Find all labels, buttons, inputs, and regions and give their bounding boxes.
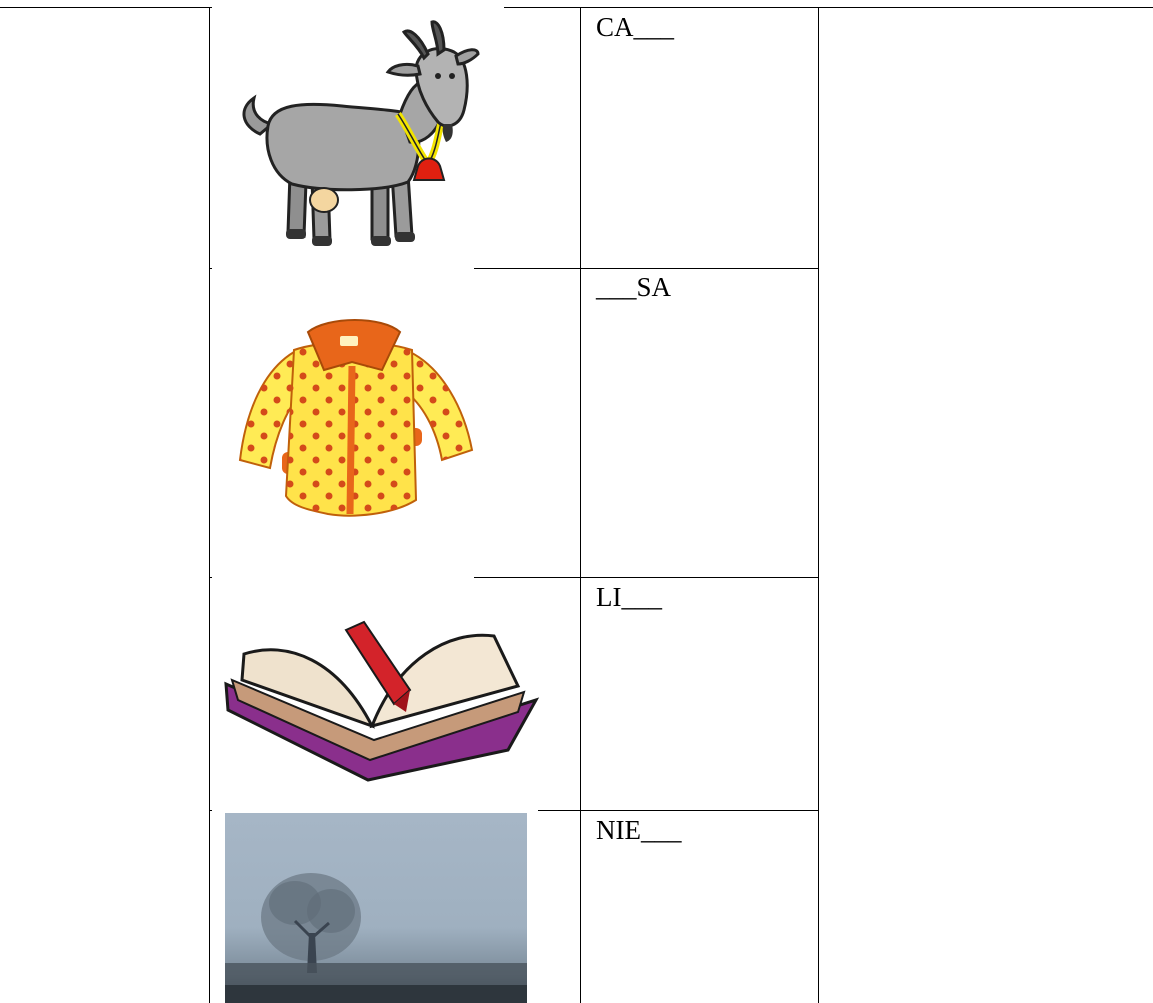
fog-picture	[225, 813, 527, 1003]
column-divider	[580, 7, 581, 1003]
word-prompt: LI___	[596, 582, 662, 612]
word-prompt: CA___	[596, 12, 675, 42]
jacket-picture	[232, 310, 482, 530]
table-top-border	[0, 7, 1153, 8]
table-left-border	[209, 7, 210, 1003]
word-prompt: ___SA	[596, 272, 672, 302]
line-gap	[212, 809, 538, 812]
table-right-border	[818, 7, 819, 1003]
line-gap	[212, 267, 474, 270]
book-picture	[218, 600, 542, 784]
goat-picture	[232, 14, 482, 264]
line-gap	[212, 6, 504, 9]
word-prompt: NIE___	[596, 815, 682, 845]
line-gap	[212, 576, 474, 579]
